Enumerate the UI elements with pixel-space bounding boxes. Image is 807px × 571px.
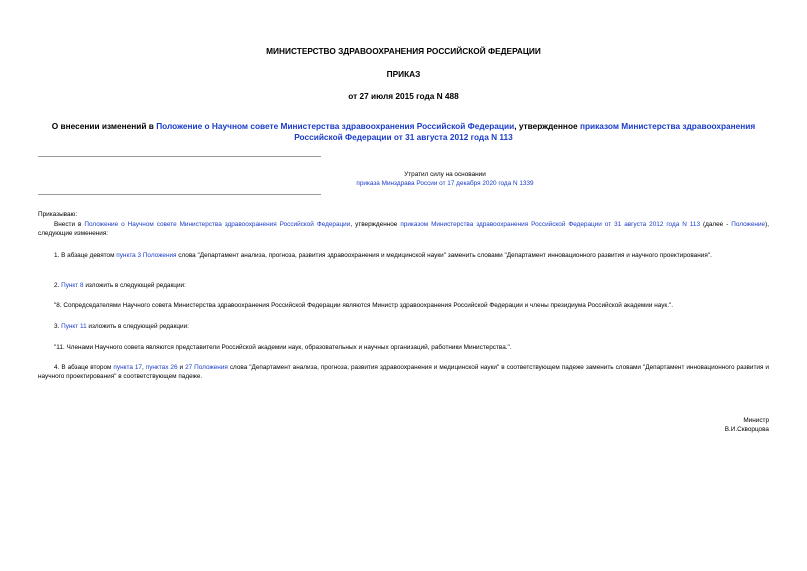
- title-text: , утвержденное: [514, 121, 580, 131]
- document-title: [38, 121, 769, 143]
- item-text: слова "Департамент анализа, прогноза, развития здравоохранения и медицинской науки" в соответствующем падеже заменить словами "Департамент инновационного развития и научного проектирования" в соответствующем падеже.: [38, 364, 769, 380]
- item-text: 4. В абзаце втором: [54, 364, 114, 371]
- item-text: 1. В абзаце девятом: [54, 252, 117, 259]
- divider-top: [38, 156, 321, 157]
- divider-bottom: [38, 194, 321, 195]
- paragraph-text: , утвержденное: [350, 221, 401, 228]
- doc-type-heading: ПРИКАЗ: [386, 69, 421, 79]
- link-punkt-17[interactable]: пункта 17: [113, 364, 142, 371]
- title-text: О внесении изменений в: [51, 121, 157, 131]
- link-punkt-26[interactable]: пунктах 26: [145, 364, 178, 371]
- signature-position: Министр: [743, 417, 769, 424]
- paragraph-text: ), следующие изменения:: [38, 221, 769, 237]
- repeal-note: [280, 170, 610, 188]
- repeal-note-text: Утратил силу на основании: [404, 171, 486, 178]
- repeal-note-link[interactable]: приказа Минздрава России от 17 декабря 2020 года N 1339: [356, 180, 534, 187]
- title-link-regulation[interactable]: Положение о Научном совете Министерства здравоохранения Российской Федерации: [156, 121, 515, 131]
- date-number-heading: от 27 июля 2015 года N 488: [348, 91, 459, 101]
- item-2: [54, 281, 186, 290]
- quote-punkt-8: "8. Сопредседателями Научного совета Министерства здравоохранения Российской Федерации являются Министр здравоохранения Российской Федерации и члены президиума Российской академии наук.".: [54, 302, 674, 309]
- link-order-113[interactable]: приказом Министерства здравоохранения Российской Федерации от 31 августа 2012 года N 113: [400, 221, 700, 228]
- link-punkt-27[interactable]: 27 Положения: [185, 364, 228, 371]
- quote-punkt-11: "11. Членами Научного совета являются представители Российской академии наук, образовательных и научных организаций, работники Министерства.".: [54, 344, 512, 351]
- item-text: слова "Департамент анализа, прогноза, развития здравоохранения и медицинской науки" заменить словами "Департамент инновационного развития и научного проектирования".: [176, 252, 712, 259]
- link-punkt-11[interactable]: Пункт 11: [61, 323, 87, 330]
- title-link-order[interactable]: приказом Министерства здравоохранения Российской Федерации от 31 августа 2012 года N 113: [294, 121, 756, 142]
- ministry-heading: МИНИСТЕРСТВО ЗДРАВООХРАНЕНИЯ РОССИЙСКОЙ ФЕДЕРАЦИИ: [266, 46, 541, 56]
- item-text: 2.: [54, 282, 62, 289]
- order-intro: Приказываю:: [38, 211, 78, 218]
- item-text: и: [177, 364, 186, 371]
- item-3: [54, 322, 189, 331]
- paragraph-main: [38, 220, 769, 238]
- signature-block: [600, 416, 769, 434]
- item-text: 3.: [54, 323, 62, 330]
- item-text: изложить в следующей редакции:: [86, 323, 189, 330]
- link-punkt-3[interactable]: пункта 3 Положения: [116, 252, 177, 259]
- item-text: ,: [141, 364, 146, 371]
- link-regulation[interactable]: Положение о Научном совете Министерства здравоохранения Российской Федерации: [84, 221, 351, 228]
- link-punkt-8[interactable]: Пункт 8: [61, 282, 84, 289]
- paragraph-text: (далее -: [700, 221, 732, 228]
- signature-name: В.И.Скворцова: [724, 426, 769, 433]
- item-4: [38, 363, 769, 381]
- item-text: изложить в следующей редакции:: [83, 282, 186, 289]
- link-polozhenie[interactable]: Положение: [731, 221, 766, 228]
- paragraph-text: Внести в: [54, 221, 85, 228]
- item-1: [38, 251, 769, 260]
